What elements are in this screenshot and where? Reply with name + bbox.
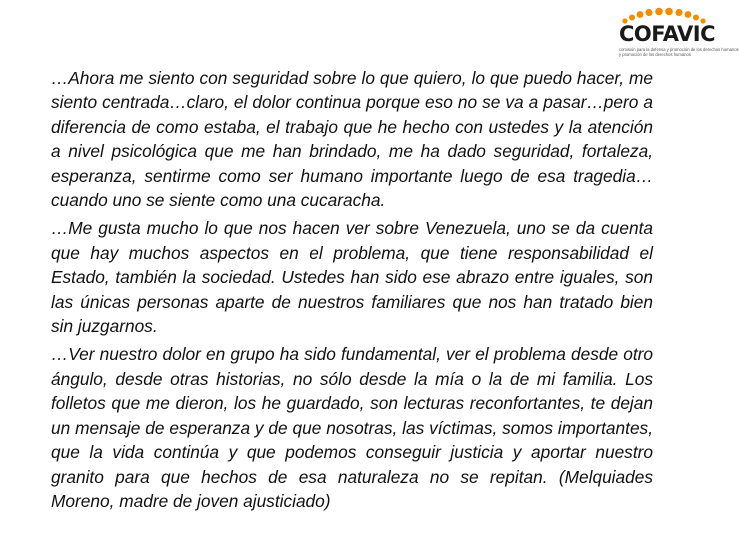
logo-tagline: comisión para la defensa y promoción de los derechos humanos [619, 47, 739, 52]
logo-wordmark: COFAVIC [619, 22, 716, 46]
cofavic-logo [613, 6, 739, 57]
paragraph-2: …Me gusta mucho lo que nos hacen ver sobre Venezuela, uno se da cuenta que hay muchos aspectos en el problema, que tiene responsabilidad el Estado, también la sociedad. Ustedes han sido ese abrazo entre iguales, son las únicas personas aparte de nuestros familiares que nos han tratado bien sin juzgarnos. [51, 218, 653, 337]
testimony-text [51, 66, 653, 517]
paragraph-1: …Ahora me siento con seguridad sobre lo que quiero, lo que puedo hacer, me siento centrada…claro, el dolor continua porque eso no se va a pasar…pero a diferencia de como estaba, el trabajo que he hecho con ustedes y la atención a nivel psicológica que me han brindado, me ha dado seguridad, fortaleza, esperanza, sentirme como ser humano importante luego de esa tragedia… cuando uno se siente como una cucaracha. [51, 68, 653, 211]
logo-tagline-second-line: y promoción de los derechos humanos [619, 52, 691, 57]
paragraph-3: …Ver nuestro dolor en grupo ha sido fundamental, ver el problema desde otro ángulo, desde otras historias, no sólo desde la mía o la de mi familia. Los folletos que me dieron, los he guardado, son lecturas reconfortantes, te dejan un mensaje de esperanza y de que nosotras, las víctimas, somos importantes, que la vida continúa y que podemos conseguir justicia y aportar nuestro granito para que hechos de esa naturaleza no se repitan. (Melquiades Moreno, madre de joven ajusticiado) [51, 344, 653, 511]
